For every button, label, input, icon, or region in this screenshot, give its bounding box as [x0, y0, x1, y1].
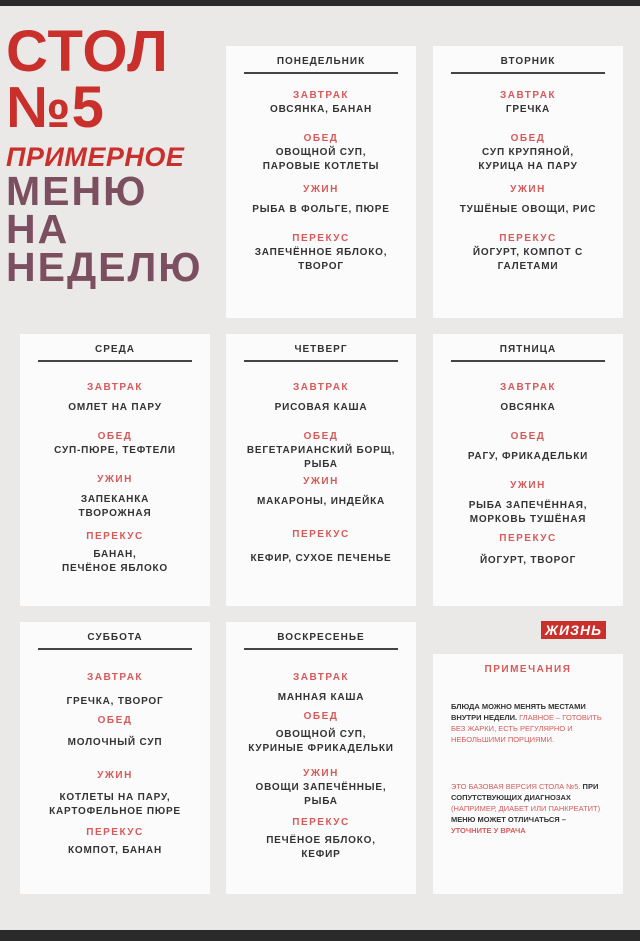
dinner-label: УЖИН — [303, 184, 339, 195]
day-name: ПЯТНИЦА — [499, 344, 557, 355]
breakfast-dish: ОВСЯНКА, БАНАН — [269, 104, 373, 115]
dinner-dish: МАКАРОНЫ, ИНДЕЙКА — [256, 496, 386, 507]
snack-label: ПЕРЕКУС — [292, 817, 350, 828]
notes-title: ПРИМЕЧАНИЯ — [484, 664, 572, 675]
day-name: ПОНЕДЕЛЬНИК — [276, 56, 366, 67]
day-name: СУББОТА — [87, 632, 143, 643]
breakfast-dish: ГРЕЧКА, ТВОРОГ — [66, 696, 164, 707]
divider — [38, 648, 192, 650]
breakfast-label: ЗАВТРАК — [292, 382, 350, 393]
day-card-monday — [226, 46, 416, 318]
breakfast-dish: ОМЛЕТ НА ПАРУ — [68, 402, 162, 413]
breakfast-dish: РИСОВАЯ КАША — [274, 402, 368, 413]
breakfast-dish: ГРЕЧКА — [505, 104, 551, 115]
divider — [451, 72, 605, 74]
title-line-2: №5 — [6, 75, 105, 140]
snack-dish: КЕФИР, СУХОЕ ПЕЧЕНЬЕ — [250, 553, 392, 564]
snack-dish: ЗАПЕЧЁННОЕ ЯБЛОКО, ТВОРОГ — [254, 247, 388, 272]
dinner-dish: КОТЛЕТЫ НА ПАРУ, КАРТОФЕЛЬНОЕ ПЮРЕ — [49, 792, 181, 817]
dinner-label: УЖИН — [303, 768, 339, 779]
title-line-3: ПРИМЕРНОЕ — [6, 142, 185, 172]
snack-dish: БАНАН, ПЕЧЁНОЕ ЯБЛОКО — [61, 549, 169, 574]
day-card-thursday — [226, 334, 416, 606]
notes-p2-c: (НАПРИМЕР, ДИАБЕТ ИЛИ ПАНКРЕАТИТ) — [451, 804, 601, 813]
dinner-label: УЖИН — [97, 474, 133, 485]
snack-label: ПЕРЕКУС — [86, 531, 144, 542]
divider — [451, 360, 605, 362]
day-card-sunday — [226, 622, 416, 894]
divider — [244, 72, 398, 74]
snack-dish: КОМПОТ, БАНАН — [68, 845, 162, 856]
lunch-dish: МОЛОЧНЫЙ СУП — [67, 737, 163, 748]
title-line-5: НА — [6, 206, 70, 252]
notes-paragraph-1 — [451, 701, 605, 745]
breakfast-label: ЗАВТРАК — [292, 672, 350, 683]
day-card-friday — [433, 334, 623, 606]
title-line-6: НЕДЕЛЮ — [6, 244, 203, 290]
lunch-dish: СУП КРУПЯНОЙ, КУРИЦА НА ПАРУ — [478, 147, 578, 172]
notes-p2-e: УТОЧНИТЕ У ВРАЧА — [451, 826, 526, 835]
day-card-tuesday — [433, 46, 623, 318]
snack-label: ПЕРЕКУС — [292, 529, 350, 540]
day-name: ЧЕТВЕРГ — [294, 344, 348, 355]
notes-p2-b: ПРИ СОПУТСТВУЮЩИХ ДИАГНОЗАХ — [451, 782, 599, 802]
notes-p2-d: МЕНЮ МОЖЕТ ОТЛИЧАТЬСЯ – — [451, 815, 566, 824]
breakfast-label: ЗАВТРАК — [292, 90, 350, 101]
snack-label: ПЕРЕКУС — [499, 533, 557, 544]
lunch-label: ОБЕД — [97, 715, 133, 726]
top-bar — [0, 0, 640, 6]
breakfast-dish: ОВСЯНКА — [500, 402, 556, 413]
day-card-wednesday — [20, 334, 210, 606]
divider — [244, 648, 398, 650]
dinner-label: УЖИН — [510, 184, 546, 195]
lunch-dish: СУП-ПЮРЕ, ТЕФТЕЛИ — [54, 445, 176, 456]
poster-title — [6, 19, 222, 290]
dinner-label: УЖИН — [510, 480, 546, 491]
lunch-dish: ОВОЩНОЙ СУП, КУРИНЫЕ ФРИКАДЕЛЬКИ — [248, 729, 394, 754]
notes-paragraph-2 — [451, 781, 605, 836]
notes-p1-bold: БЛЮДА МОЖНО МЕНЯТЬ МЕСТАМИ ВНУТРИ НЕДЕЛИ. — [451, 702, 586, 722]
day-name: СРЕДА — [95, 344, 135, 355]
notes-p2-a: ЭТО БАЗОВАЯ ВЕРСИЯ СТОЛА №5. — [451, 782, 581, 791]
snack-label: ПЕРЕКУС — [292, 233, 350, 244]
breakfast-dish: МАННАЯ КАША — [277, 692, 365, 703]
lunch-label: ОБЕД — [510, 133, 546, 144]
divider — [244, 360, 398, 362]
brand-logo: ЖИЗНЬ — [541, 621, 606, 639]
day-name: ВОСКРЕСЕНЬЕ — [277, 632, 365, 643]
snack-dish: ЙОГУРТ, КОМПОТ С ГАЛЕТАМИ — [472, 247, 584, 272]
dinner-dish: ТУШЁНЫЕ ОВОЩИ, РИС — [459, 204, 597, 215]
breakfast-label: ЗАВТРАК — [499, 382, 557, 393]
snack-label: ПЕРЕКУС — [499, 233, 557, 244]
snack-dish: ЙОГУРТ, ТВОРОГ — [479, 555, 577, 566]
breakfast-label: ЗАВТРАК — [499, 90, 557, 101]
title-line-4: МЕНЮ — [6, 168, 148, 214]
dinner-dish: РЫБА В ФОЛЬГЕ, ПЮРЕ — [252, 204, 390, 215]
dinner-dish: ЗАПЕКАНКА ТВОРОЖНАЯ — [78, 494, 152, 519]
day-name: ВТОРНИК — [500, 56, 556, 67]
notes-card — [433, 654, 623, 894]
lunch-dish: ОВОЩНОЙ СУП, ПАРОВЫЕ КОТЛЕТЫ — [262, 147, 380, 172]
dinner-dish: ОВОЩИ ЗАПЕЧЁННЫЕ, РЫБА — [255, 782, 387, 807]
lunch-label: ОБЕД — [303, 133, 339, 144]
lunch-dish: ВЕГЕТАРИАНСКИЙ БОРЩ, РЫБА — [246, 445, 396, 470]
lunch-label: ОБЕД — [303, 711, 339, 722]
lunch-label: ОБЕД — [97, 431, 133, 442]
lunch-label: ОБЕД — [510, 431, 546, 442]
snack-label: ПЕРЕКУС — [86, 827, 144, 838]
breakfast-label: ЗАВТРАК — [86, 382, 144, 393]
lunch-label: ОБЕД — [303, 431, 339, 442]
dinner-label: УЖИН — [97, 770, 133, 781]
divider — [38, 360, 192, 362]
dinner-label: УЖИН — [303, 476, 339, 487]
lunch-dish: РАГУ, ФРИКАДЕЛЬКИ — [467, 451, 589, 462]
day-card-saturday — [20, 622, 210, 894]
snack-dish: ПЕЧЁНОЕ ЯБЛОКО, КЕФИР — [266, 835, 376, 860]
breakfast-label: ЗАВТРАК — [86, 672, 144, 683]
bottom-bar — [0, 930, 640, 941]
title-line-1: СТОЛ — [6, 19, 169, 84]
notes-p1-rest: ГЛАВНОЕ – ГОТОВИТЬ БЕЗ ЖАРКИ, ЕСТЬ РЕГУЛЯРНО И НЕБОЛЬШИМИ ПОРЦИЯМИ. — [451, 713, 602, 744]
dinner-dish: РЫБА ЗАПЕЧЁННАЯ, МОРКОВЬ ТУШЁНАЯ — [468, 500, 588, 525]
